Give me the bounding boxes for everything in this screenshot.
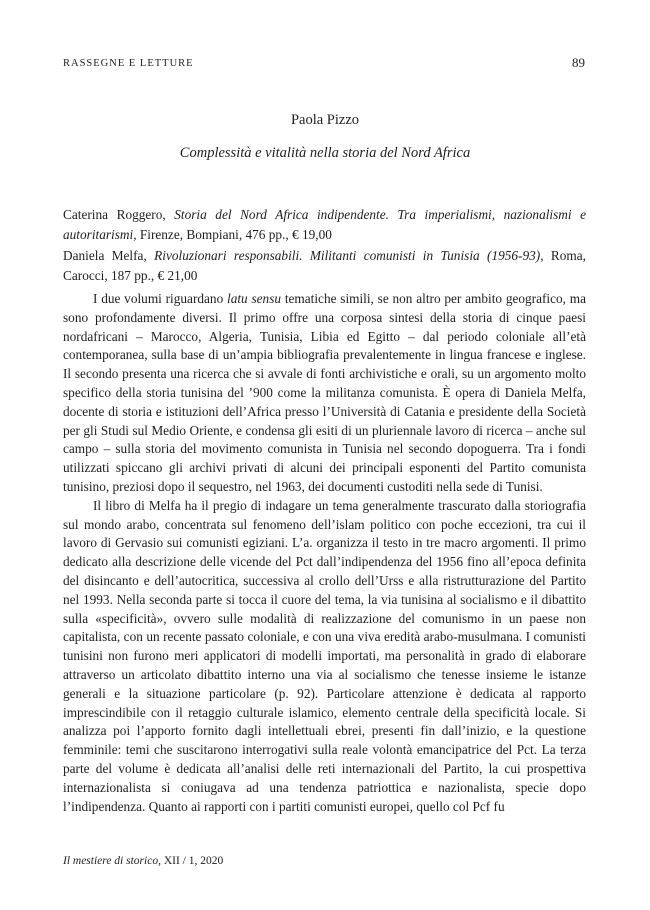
book-title: Storia del Nord Africa indipendente. Tra imperialismi, nazionalismi e autoritarismi xyxy=(63,207,587,242)
latin-phrase: latu sensu xyxy=(227,291,282,306)
journal-issue: , XII / 1, 2020 xyxy=(158,855,224,867)
book-title: Rivoluzionari responsabili. Militanti comunisti in Tunisia (1956-93) xyxy=(154,248,541,263)
body-paragraph xyxy=(63,290,586,497)
journal-footer xyxy=(63,855,223,867)
book-reference xyxy=(63,205,586,245)
book-details: , Roma, Carocci, 187 pp., € 21,00 xyxy=(63,248,586,283)
journal-name: Il mestiere di storico xyxy=(63,855,159,867)
book-author: Caterina Roggero, xyxy=(63,207,166,222)
book-author: Daniela Melfa, xyxy=(63,248,147,263)
book-details: , Firenze, Bompiani, 476 pp., € 19,00 xyxy=(133,227,332,242)
book-reference xyxy=(63,246,586,286)
article-body xyxy=(63,290,586,816)
paragraph-text: I due volumi riguardano xyxy=(93,291,224,306)
body-paragraph: Il libro di Melfa ha il pregio di indagare un tema generalmente trascurato dalla storiografia sul mondo arabo, concentrata sul fenomeno dell’islam politico con poche eccezioni, tra cui il lavoro di Gervasio sui comunisti egiziani. L’a. organizza il testo in tre macro argomenti. Il primo dedicato alla descrizione delle vicende del Pct dall’indipendenza del 1956 fino all’epoca definita del disincanto e dell’autocritica, successiva al crollo dell’Urss e alla ristrutturazione del Partito nel 1993. Nella seconda parte si tocca il cuore del tema, la via tunisina al socialismo e il dibattito sulla «specificità», ovvero sulle modalità di realizzazione del comunismo in un paese non capitalista, con un recente passato coloniale, e con una viva eredità arabo-musulmana. I comunisti tunisini non furono meri applicatori di modelli importati, ma personalità in grado di elaborare attraverso un articolato dibattito interno una via al socialismo che tenesse insieme le istanze generali e la situazione particolare (p. 92). Particolare attenzione è dedicata al rapporto imprescindibile con il retaggio culturale islamico, elemento centrale della specificità locale. Si analizza poi l’apporto fornito dagli intellettuali ebrei, presenti fin dall’inizio, e la questione femminile: temi che suscitarono interrogativi sulla reale volontà emancipatrice del Pct. La terza parte del volume è dedicata all’analisi delle reti internazionali del Partito, la cui prospettiva internazionalista si coniugava ad una tendenza patriottica e nazionalista, specie dopo l’indipendenza. Quanto ai rapporti con i partiti comunisti europei, quello col Pcf fu xyxy=(63,497,586,814)
article-title: Complessità e vitalità nella storia del Nord Africa xyxy=(179,145,471,161)
running-head: RASSEGNE E LETTURE xyxy=(63,58,194,69)
article-author: Paola Pizzo xyxy=(290,112,360,128)
paragraph-text: tematiche simili, se non altro per ambito geografico, ma sono profondamente diversi. Il primo offre una corposa sintesi della storia di cinque paesi nordafricani – Marocco, Algeria, Tunisia, Libia ed Egitto – dal periodo coloniale all’età contemporanea, sulla base di un’ampia bibliografia prevalentemente in lingua francese e inglese. Il secondo presenta una ricerca che si avvale di fonti archivistiche e orali, su un argomento molto specifico della storia tunisina del ’900 come la militanza comunista. È opera di Daniela Melfa, docente di storia e istituzioni dell’Africa presso l’Università di Catania e presidente della Società per gli Studi sul Medio Oriente, e condensa gli esiti di un pluriennale lavoro di ricerca – anche sul campo – sulla storia del movimento comunista in Tunisia nel secondo dopoguerra. Tra i fondi utilizzati spiccano gli archivi privati di alcuni dei principali esponenti del Partito comunista tunisino, preziosi dopo il sequestro, nel 1963, dei documenti custoditi nella sede di Tunisi. xyxy=(63,291,587,494)
reviewed-books xyxy=(63,205,586,287)
page-number: 89 xyxy=(572,55,585,70)
